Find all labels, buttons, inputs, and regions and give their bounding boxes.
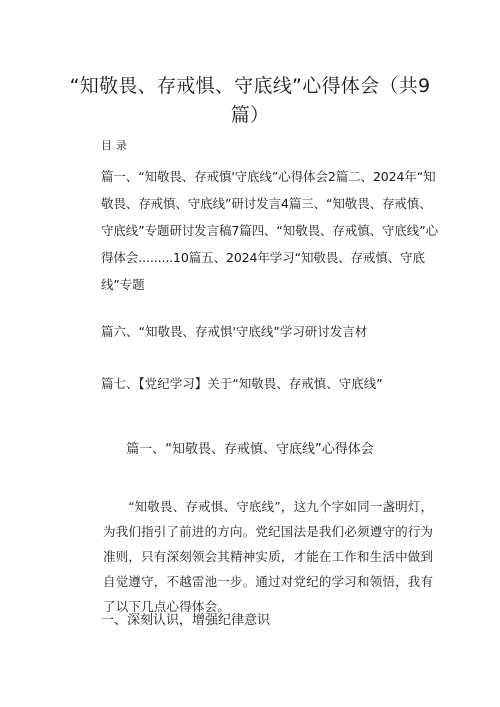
subheading: 一、深刻认识，增强纪律意识 — [101, 613, 271, 628]
section-title: 篇一、“知敬畏、存戒慎、守底线”心得体会 — [126, 442, 374, 457]
body-paragraph: “知敬畏、存戒惧、守底线”，这九个字如同一盏明灯，为我们指引了前进的方向。党纪国法是我们必须遵守的行为准则，只有深刻领会其精神实质，才能在工作和生活中做到自觉遵守，不越雷池一步。通过对党纪的学习和领悟，我有了以下几点心得体会。 — [103, 499, 434, 614]
toc-paragraph: 篇一、“知敬畏、存戒慎'守底线”心得体会2篇二、2024年“知敬畏、存戒慎、守底线”研讨发言4篇三、“知敬畏、存戒慎、守底线”专题研讨发言稿7篇四、“知敬畏、存戒慎、守底线”心得体会.........10篇五、2024年学习“知敬畏、存戒慎、守底线”专题 — [101, 169, 438, 292]
toc-entry-7: 篇七、【党纪学习】关于“知敬畏、存戒慎、守底线” — [101, 376, 383, 391]
toc-heading: 目录 — [101, 139, 131, 152]
toc-entry-6: 篇六、“知敬畏、存戒惧'守底线”学习研讨发言材 — [101, 324, 368, 339]
document-title: “知敬畏、存戒惧、守底线”心得体会（共9篇） — [69, 75, 431, 126]
